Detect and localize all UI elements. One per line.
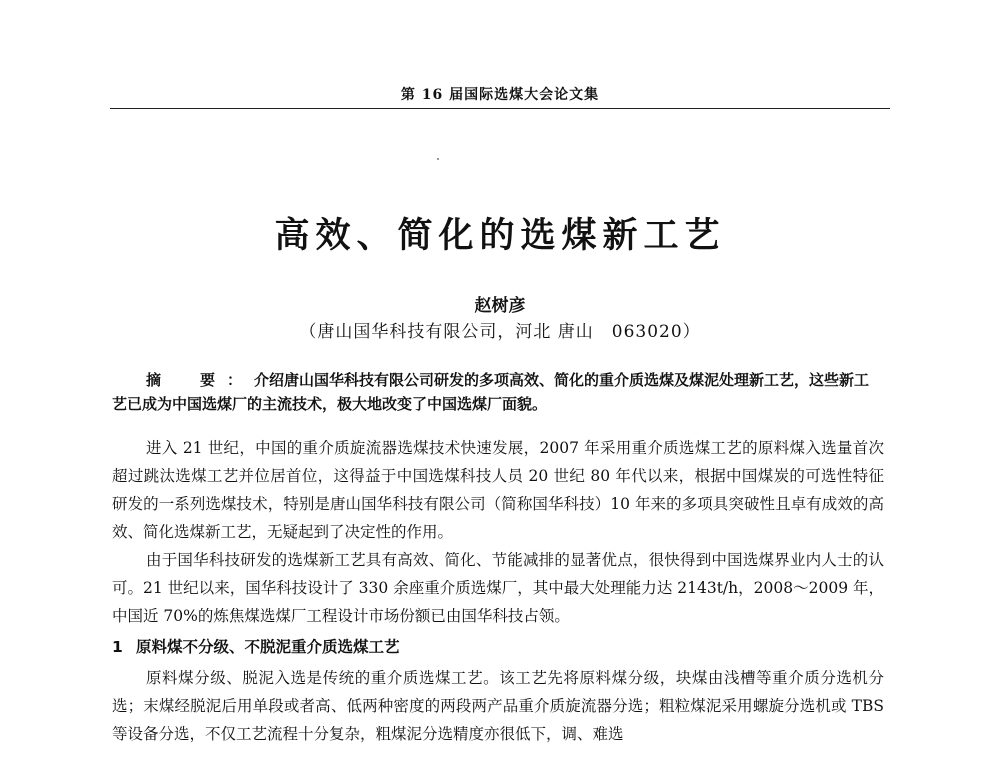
paragraph: 进入 21 世纪，中国的重介质旋流器选煤技术快速发展，2007 年采用重介质选煤工艺的原料煤入选量首次超过跳汰选煤工艺并位居首位，这得益于中国选煤科技人员 20 世纪 80 年代以来，根据中国煤炭的可选性特征研发的一系列选煤技术，特别是唐山国华科技有限公司（简称国华科技）10 年来的多项具突破性且卓有成效的高效、简化选煤新工艺，无疑起到了决定性的作用。 bbox=[112, 439, 884, 541]
author-affiliation: （唐山国华科技有限公司，河北 唐山 063020） bbox=[299, 322, 701, 342]
paper-title: 高效、简化的选煤新工艺 bbox=[274, 215, 726, 256]
section-number: 1 bbox=[112, 638, 123, 656]
paragraph: 由于国华科技研发的选煤新工艺具有高效、简化、节能减排的显著优点，很快得到中国选煤界业内人士的认可。21 世纪以来，国华科技设计了 330 余座重介质选煤厂，其中最大处理能力达 2143t/h，2008～2009 年，中国近 70%的炼焦煤选煤厂工程设计市场份额已由国华科技占领。 bbox=[112, 551, 884, 625]
section-title: 原料煤不分级、不脱泥重介质选煤工艺 bbox=[136, 638, 400, 656]
scan-speck bbox=[437, 158, 439, 160]
section-heading bbox=[112, 632, 884, 662]
header-rule bbox=[110, 108, 890, 109]
running-header: 第 16 届国际选煤大会论文集 bbox=[400, 87, 600, 103]
abstract-label: 摘 要： bbox=[146, 371, 255, 389]
body-text bbox=[112, 434, 884, 748]
author-name: 赵树彦 bbox=[474, 296, 526, 316]
abstract bbox=[112, 368, 884, 416]
abstract-text: 介绍唐山国华科技有限公司研发的多项高效、简化的重介质选煤及煤泥处理新工艺，这些新工艺已成为中国选煤厂的主流技术，极大地改变了中国选煤厂面貌。 bbox=[112, 371, 870, 413]
paragraph: 原料煤分级、脱泥入选是传统的重介质选煤工艺。该工艺先将原料煤分级，块煤由浅槽等重介质分选机分选；末煤经脱泥后用单段或者高、低两种密度的两段两产品重介质旋流器分选；粗粒煤泥采用螺旋分选机或 TBS 等设备分选，不仅工艺流程十分复杂，粗煤泥分选精度亦很低下，调、难选 bbox=[112, 669, 884, 743]
